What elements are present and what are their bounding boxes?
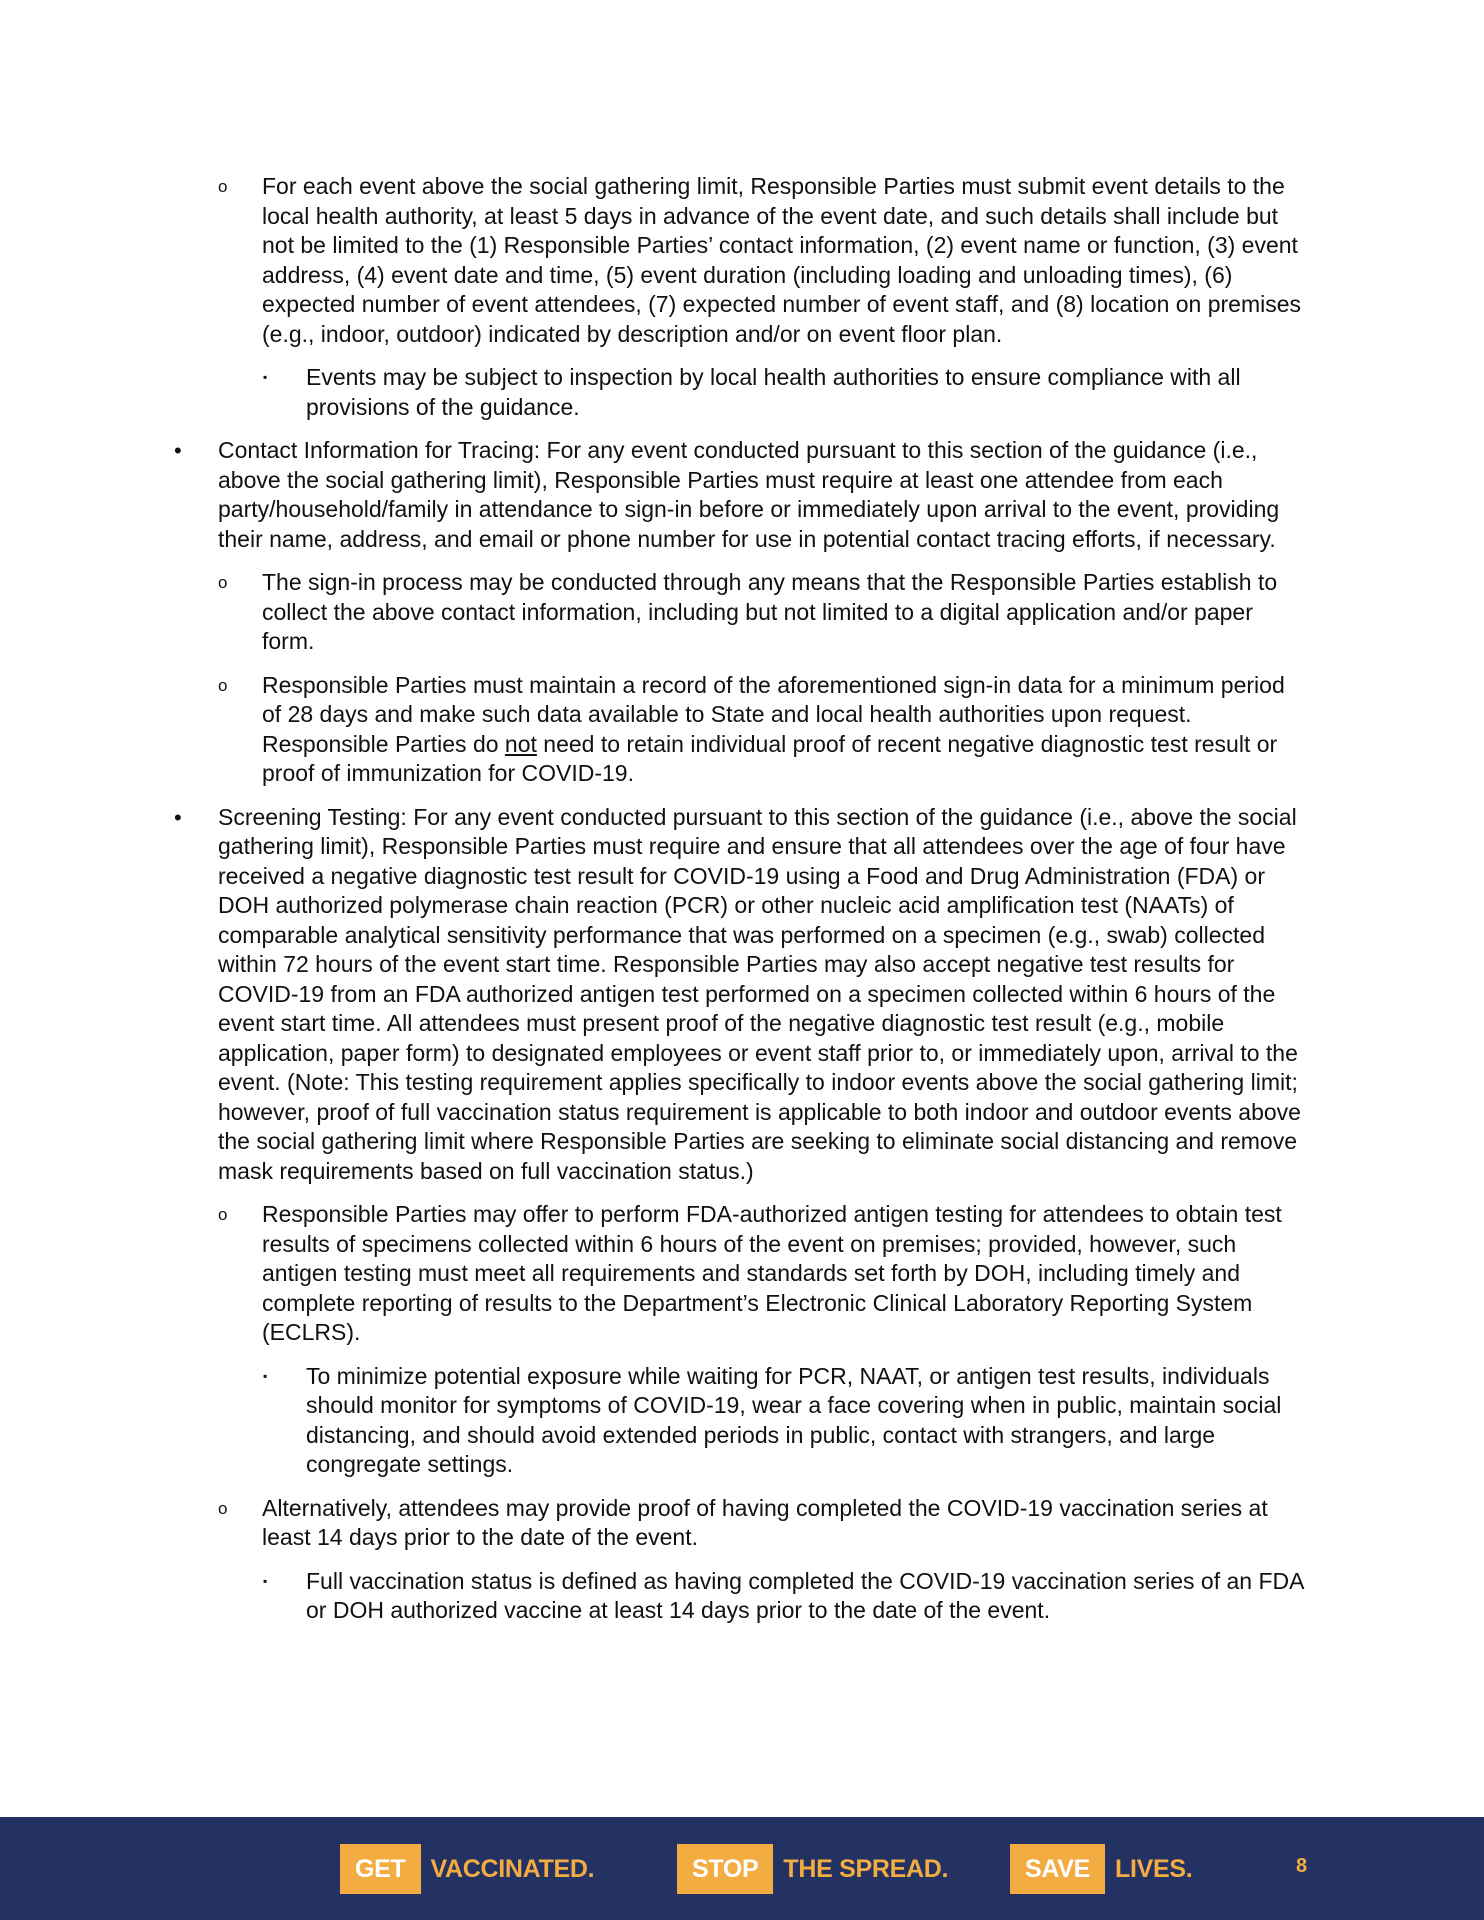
full-vaccination-text: Full vaccination status is defined as having completed the COVID-19 vaccination series of an FDA or DOH authorized vaccine at least 14 days prior to the date of the event. <box>306 1567 1304 1623</box>
page-number: 8 <box>1296 1855 1308 1877</box>
bullet-icon: • <box>174 804 182 830</box>
list-item <box>218 172 1308 349</box>
slogan-stop-the-spread <box>677 1844 948 1894</box>
slogan-text: VACCINATED. <box>430 1854 595 1883</box>
slogan-text: LIVES. <box>1115 1854 1193 1883</box>
vaccination-alternative-text: Alternatively, attendees may provide proof of having completed the COVID-19 vaccination series at least 14 days prior to the date of the event. <box>262 1494 1268 1550</box>
list-item <box>218 568 1308 657</box>
bullet-icon: • <box>174 438 182 463</box>
minimize-exposure-text: To minimize potential exposure while waiting for PCR, NAAT, or antigen test results, individuals should monitor for symptoms of COVID-19, wear a face covering when in public, maintain social distancing, and should avoid extended periods in public, contact with strangers, and large congregate settings. <box>306 1362 1282 1477</box>
circle-bullet-icon: o <box>218 1205 228 1224</box>
list-item <box>263 363 1308 422</box>
circle-bullet-icon: o <box>218 1498 228 1518</box>
event-details-text: For each event above the social gathering limit, Responsible Parties must submit event details to the local health authority, at least 5 days in advance of the event date, and such details shall include but not be limited to the (1) Responsible Parties’ contact information, (2) event name or function, (3) event address, (4) event date and time, (5) event duration (including loading and unloading times), (6) expected number of event attendees, (7) expected number of event staff, and (8) location on premises (e.g., indoor, outdoor) indicated by description and/or on event floor plan. <box>262 173 1302 347</box>
list-item <box>218 1200 1308 1348</box>
contact-tracing-text: Contact Information for Tracing: For any event conducted pursuant to this section of the guidance (i.e., above the social gathering limit), Responsible Parties must require at least one attendee from each party/household/family in attendance to sign-in before or immediately upon arrival to the event, providing their name, address, and email or phone number for use in potential contact tracing efforts, if necessary. <box>218 437 1280 552</box>
record-keeping-text: Responsible Parties must maintain a record of the aforementioned sign-in data for a minimum period of 28 days and make such data available to State and local health authorities upon request. Responsible Parties do not need to retain individual proof of recent negative diagnostic test result or proof of immunization for COVID-19. <box>262 671 1285 786</box>
circle-bullet-icon: o <box>218 675 228 695</box>
square-bullet-icon: ▪ <box>263 1573 268 1588</box>
square-bullet-icon: ▪ <box>263 1368 268 1383</box>
slogan-box: GET <box>340 1844 421 1894</box>
antigen-testing-text: Responsible Parties may offer to perform FDA-authorized antigen testing for attendees to obtain test results of specimens collected within 6 hours of the event on premises; provided, however, such antigen testing must meet all requirements and standards set forth by DOH, including timely and complete reporting of results to the Department’s Electronic Clinical Laboratory Reporting System (ECLRS). <box>262 1201 1282 1345</box>
underlined-not: not <box>504 730 537 757</box>
circle-bullet-icon: o <box>218 573 228 592</box>
square-bullet-icon: ▪ <box>263 370 268 384</box>
slogan-box: STOP <box>677 1844 773 1894</box>
document-body <box>0 172 1484 1626</box>
list-item <box>218 1494 1308 1553</box>
list-item <box>174 803 1308 1187</box>
list-item <box>263 1567 1308 1626</box>
list-item <box>263 1362 1308 1480</box>
footer-banner <box>0 1817 1484 1920</box>
slogan-get-vaccinated <box>340 1844 594 1894</box>
sign-in-process-text: The sign-in process may be conducted through any means that the Responsible Parties establish to collect the above contact information, including but not limited to a digital application and/or paper form. <box>262 569 1278 654</box>
circle-bullet-icon: o <box>218 177 228 196</box>
slogan-text: THE SPREAD. <box>783 1854 949 1883</box>
slogan-save-lives <box>1010 1844 1192 1894</box>
inspection-text: Events may be subject to inspection by local health authorities to ensure compliance with all provisions of the guidance. <box>306 364 1241 420</box>
list-item <box>174 436 1308 554</box>
list-item <box>218 671 1308 789</box>
slogan-box: SAVE <box>1010 1844 1105 1894</box>
screening-testing-text: Screening Testing: For any event conducted pursuant to this section of the guidance (i.e., above the social gathering limit), Responsible Parties must require and ensure that all attendees over the age of four have received a negative diagnostic test result for COVID-19 using a Food and Drug Administration (FDA) or DOH authorized polymerase chain reaction (PCR) or other nucleic acid amplification test (NAATs) of comparable analytical sensitivity performance that was performed on a specimen (e.g., swab) collected within 72 hours of the event start time. Responsible Parties may also accept negative test results for COVID-19 from an FDA authorized antigen test performed on a specimen collected within 6 hours of the event start time. All attendees must present proof of the negative diagnostic test result (e.g., mobile application, paper form) to designated employees or event staff prior to, or immediately upon, arrival to the event. (Note: This testing requirement applies specifically to indoor events above the social gathering limit; however, proof of full vaccination status requirement is applicable to both indoor and outdoor events above the social gathering limit where Responsible Parties are seeking to eliminate social distancing and remove mask requirements based on full vaccination status.) <box>218 803 1301 1184</box>
